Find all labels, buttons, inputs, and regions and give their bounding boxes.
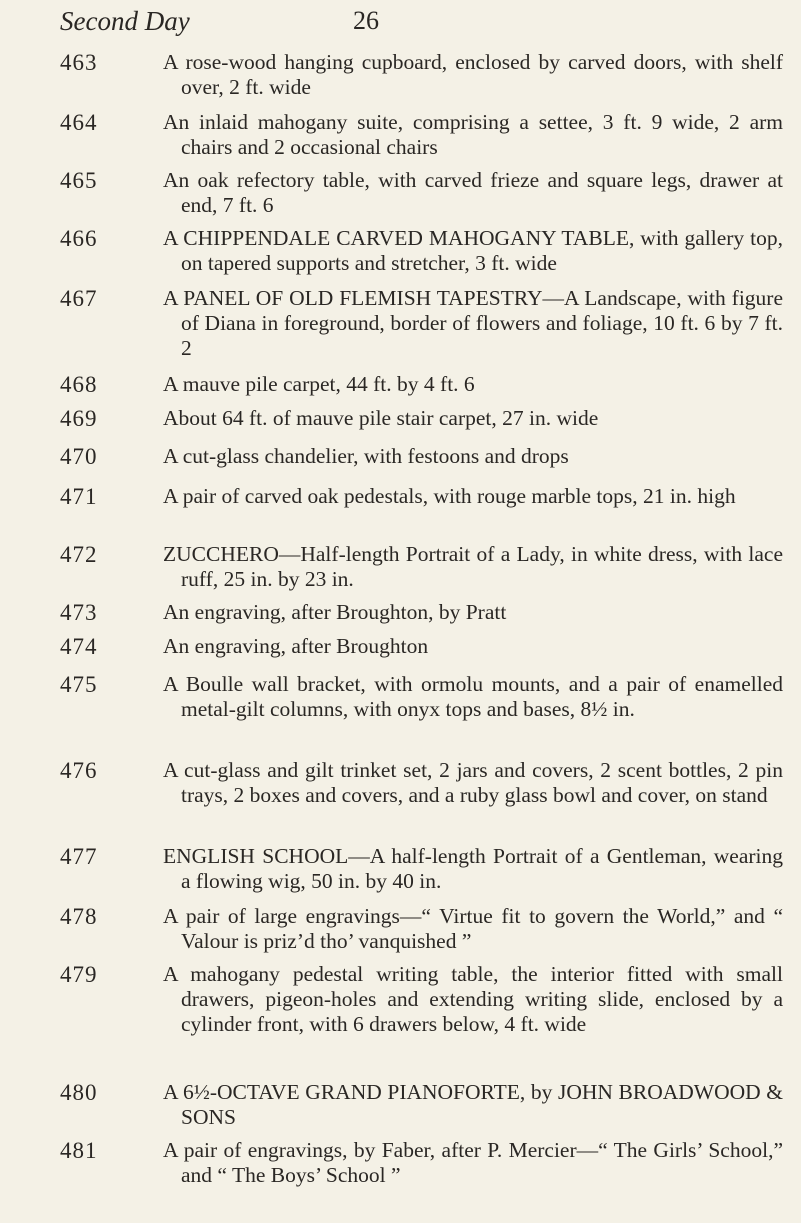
lot-number: 466 xyxy=(60,226,98,251)
lot-description: A 6½-OCTAVE GRAND PIANOFORTE, by JOHN BROADWOOD & SONS xyxy=(163,1080,783,1129)
lot-description: A Boulle wall bracket, with ormolu mounts, and a pair of enamelled metal-gilt columns, with onyx tops and bases, 8½ in. xyxy=(163,672,783,721)
lot-number: 479 xyxy=(60,962,98,987)
lot-description: An inlaid mahogany suite, comprising a settee, 3 ft. 9 wide, 2 arm chairs and 2 occasional chairs xyxy=(163,110,783,159)
lot-description: A pair of carved oak pedestals, with rouge marble tops, 21 in. high xyxy=(163,484,736,508)
lot-number: 474 xyxy=(60,634,98,659)
lot-number: 470 xyxy=(60,444,98,469)
lot-number: 463 xyxy=(60,50,98,75)
lot-description: ENGLISH SCHOOL—A half-length Portrait of a Gentleman, wearing a flowing wig, 50 in. by 40 in. xyxy=(163,844,783,893)
lot-description: ZUCCHERO—Half-length Portrait of a Lady, in white dress, with lace ruff, 25 in. by 23 in. xyxy=(163,542,783,591)
day-heading: Second Day xyxy=(60,6,190,36)
lot-number: 465 xyxy=(60,168,98,193)
lot-number: 476 xyxy=(60,758,98,783)
lot-description: A CHIPPENDALE CARVED MAHOGANY TABLE, with gallery top, on tapered supports and stretcher, 3 ft. wide xyxy=(163,226,783,275)
lot-description: An engraving, after Broughton, by Pratt xyxy=(163,600,507,624)
lot-number: 480 xyxy=(60,1080,98,1105)
lot-number: 475 xyxy=(60,672,98,697)
lot-description: A mahogany pedestal writing table, the interior fitted with small drawers, pigeon-holes and extending writing slide, enclosed by a cylinder front, with 6 drawers below, 4 ft. wide xyxy=(163,962,783,1036)
lot-description: A PANEL OF OLD FLEMISH TAPESTRY—A Landscape, with figure of Diana in foreground, border of flowers and foliage, 10 ft. 6 by 7 ft. 2 xyxy=(163,286,783,360)
lot-number: 477 xyxy=(60,844,98,869)
lot-description: A pair of engravings, by Faber, after P. Mercier—“ The Girls’ School,” and “ The Boys’ School ” xyxy=(163,1138,783,1187)
lot-description: An oak refectory table, with carved frieze and square legs, drawer at end, 7 ft. 6 xyxy=(163,168,783,217)
lot-description: About 64 ft. of mauve pile stair carpet, 27 in. wide xyxy=(163,406,599,430)
lot-number: 478 xyxy=(60,904,98,929)
lot-number: 473 xyxy=(60,600,98,625)
lot-description: An engraving, after Broughton xyxy=(163,634,429,658)
lot-description: A cut-glass chandelier, with festoons and drops xyxy=(163,444,569,468)
lot-number: 471 xyxy=(60,484,98,509)
lot-number: 467 xyxy=(60,286,98,311)
lot-description: A pair of large engravings—“ Virtue fit to govern the World,” and “ Valour is priz’d tho’ vanquished ” xyxy=(163,904,783,953)
lot-number: 469 xyxy=(60,406,98,431)
lot-number: 472 xyxy=(60,542,98,567)
lot-number: 468 xyxy=(60,372,98,397)
page-number: 26 xyxy=(353,6,379,35)
lot-number: 481 xyxy=(60,1138,98,1163)
lot-description: A cut-glass and gilt trinket set, 2 jars and covers, 2 scent bottles, 2 pin trays, 2 boxes and covers, and a ruby glass bowl and cover, on stand xyxy=(163,758,783,807)
lot-number: 464 xyxy=(60,110,98,135)
lot-description: A mauve pile carpet, 44 ft. by 4 ft. 6 xyxy=(163,372,475,396)
page-header xyxy=(60,6,741,46)
lot-description: A rose-wood hanging cupboard, enclosed by carved doors, with shelf over, 2 ft. wide xyxy=(163,50,783,99)
